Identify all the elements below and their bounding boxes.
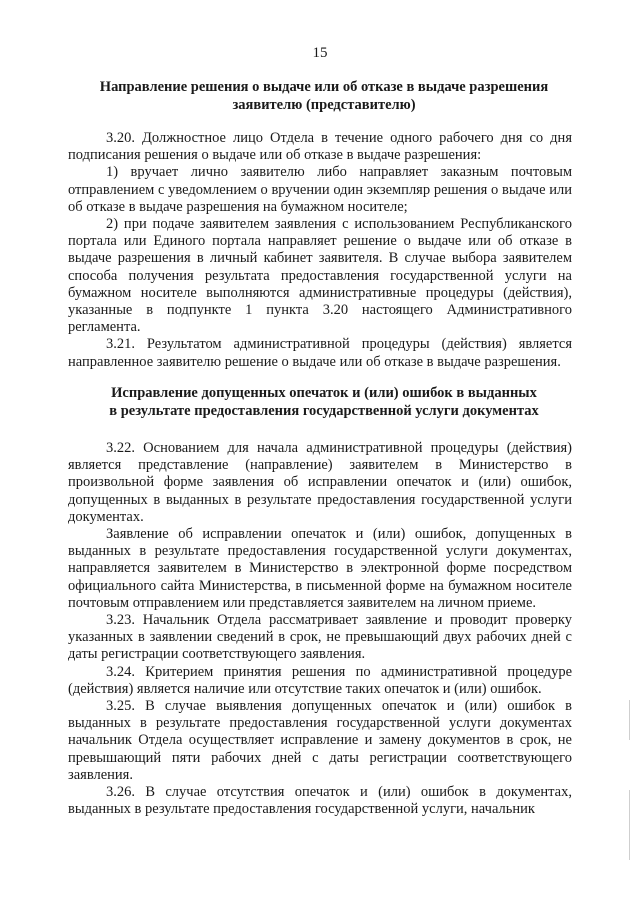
scan-margin-mark [629, 700, 630, 740]
scan-margin-mark [629, 790, 630, 860]
heading-line: заявителю (представителю) [232, 97, 416, 114]
paragraph-3-22: 3.22. Основанием для начала административной процедуры (действия) является представление (направление) заявителем в Министерство в произвольной форме заявления об исправлении опечаток и (или) ошибок, допущенных в выданных в результате предоставления государственной услуги документах. [68, 440, 572, 525]
section-body-error-correction [68, 440, 572, 818]
paragraph-3-24: 3.24. Критерием принятия решения по административной процедуре (действия) является наличие или отсутствие таких опечаток и (или) ошибок. [68, 663, 572, 697]
section-heading-error-correction [68, 384, 580, 421]
paragraph-3-21: 3.21. Результатом административной процедуры (действия) является направленное заявителю решение о выдаче или об отказе в выдаче разрешения. [68, 336, 572, 370]
page-number: 15 [312, 45, 328, 61]
heading-line: в результате предоставления государственной услуги документах [109, 403, 539, 420]
paragraph-3-26: 3.26. В случае отсутствия опечаток и (или) ошибок в документах, выданных в результате предоставления государственной услуги, начальник [68, 784, 572, 818]
paragraph-3-20-item-1: 1) вручает лично заявителю либо направляет заказным почтовым отправлением с уведомлением о вручении один экземпляр решения о выдаче или об отказе в выдаче разрешения на бумажном носителе; [68, 164, 572, 215]
section-heading-decision-delivery [68, 78, 580, 115]
paragraph-3-20-item-2: 2) при подаче заявителем заявления с использованием Республиканского портала или Единого портала направляет решение о выдаче или об отказе в выдаче разрешения в личный кабинет заявителя. В случае выбора заявителем способа получения результата предоставления государственной услуги на бумажном носителе выполняются административные процедуры (действия), указанные в подпункте 1 пункта 3.20 настоящего Административного регламента. [68, 216, 572, 336]
paragraph-3-20: 3.20. Должностное лицо Отдела в течение одного рабочего дня со дня подписания решения о выдаче или об отказе в выдаче разрешения: [68, 130, 572, 164]
paragraph-3-23: 3.23. Начальник Отдела рассматривает заявление и проводит проверку указанных в заявлении сведений в срок, не превышающий двух рабочих дней с даты регистрации соответствующего заявления. [68, 612, 572, 663]
paragraph-3-25: 3.25. В случае выявления допущенных опечаток и (или) ошибок в выданных в результате предоставления государственной услуги документах начальник Отдела осуществляет исправление и замену документов в срок, не превышающий пяти рабочих дней с даты регистрации соответствующего заявления. [68, 698, 572, 783]
heading-line: Исправление допущенных опечаток и (или) ошибок в выданных [111, 385, 537, 401]
heading-line: Направление решения о выдаче или об отказе в выдаче разрешения [99, 79, 549, 95]
paragraph-application: Заявление об исправлении опечаток и (или) ошибок, допущенных в выданных в результате предоставления государственной услуги документах, направляется заявителем в Министерство в электронной форме посредством официального сайта Министерства, в письменной форме на бумажном носителе почтовым отправлением или представляется заявителем на личном приеме. [68, 526, 572, 611]
section-body-decision-delivery [68, 130, 572, 371]
